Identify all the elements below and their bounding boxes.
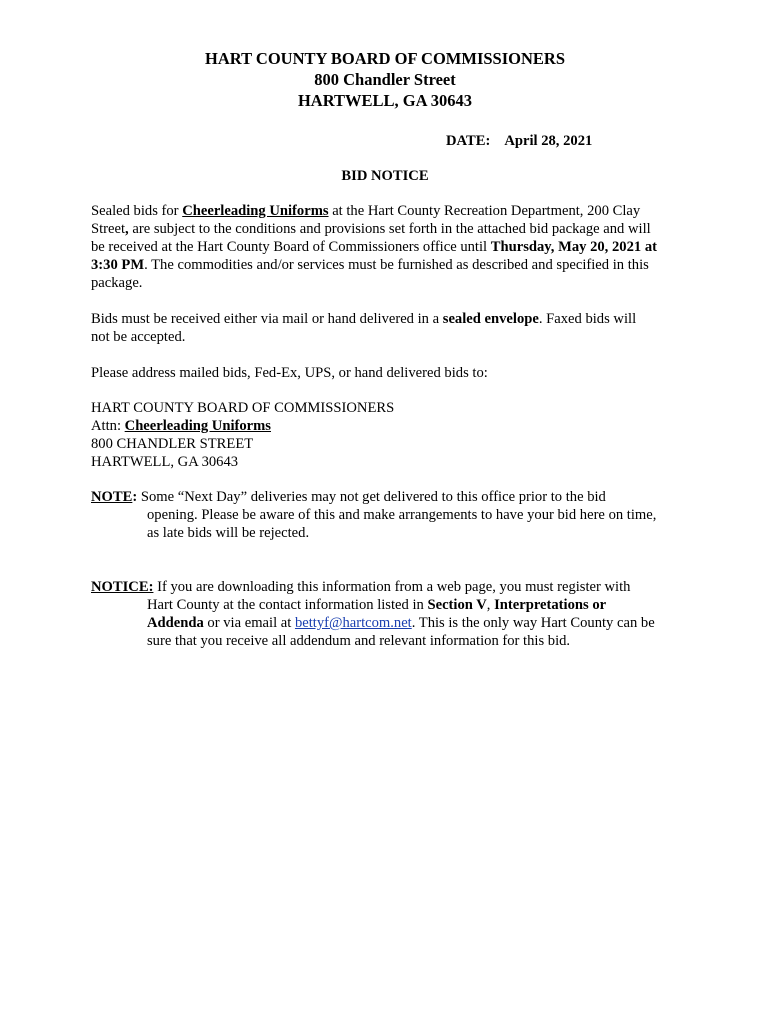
city-state-zip: HARTWELL, GA 30643 [297,91,473,110]
text-segment: Bids must be received either via mail or hand delivered in a [91,311,443,327]
section-title: Interpretations or [494,597,607,613]
sealed-envelope-text: sealed envelope [442,311,539,327]
text-segment: are subject to the conditions and provisions set forth in the attached bid package and will [128,221,651,237]
text-segment: as late bids will be rejected. [147,525,310,541]
text-segment: , [486,597,495,613]
date-label: DATE: [446,133,491,149]
text-segment: sure that you receive all addendum and relevant information for this bid. [147,633,571,649]
date-line [446,132,592,150]
letterhead [0,48,770,111]
text-segment: not be accepted. [91,329,186,345]
text-segment: opening. Please be aware of this and make arrangements to have your bid here on time, [147,507,657,523]
text-segment: at the Hart County Recreation Department, 200 Clay [328,203,641,219]
attention-line [91,417,691,435]
address-line: HARTWELL, GA 30643 [91,454,239,470]
document-title: BID NOTICE [341,168,429,184]
text-segment: or via email at [203,615,295,631]
section-title-cont: Addenda [147,615,204,631]
paragraph-delivery-method [91,310,691,346]
address-line: 800 CHANDLER STREET [91,436,254,452]
text-segment: package. [91,275,143,291]
organization-name: HART COUNTY BOARD OF COMMISSIONERS [204,49,565,68]
paragraph-address-intro: Please address mailed bids, Fed-Ex, UPS, or hand delivered bids to: [91,365,488,381]
registration-notice [91,578,691,650]
mailing-address [91,399,691,471]
text-segment: Some “Next Day” deliveries may not get delivered to this office prior to the bid [137,489,606,505]
attn-label: Attn: [91,418,125,434]
note-paragraph [91,488,691,542]
note-label: NOTE [91,489,133,505]
deadline-date: Thursday, May 20, 2021 at [490,239,657,255]
paragraph-bid-details [91,202,691,292]
bid-item-name: Cheerleading Uniforms [182,203,329,219]
text-segment: If you are downloading this information from a web page, you must register with [153,579,631,595]
text-segment: be received at the Hart County Board of Commissioners office until [91,239,491,255]
text-segment: : [132,489,138,505]
text-segment: . This is the only way Hart County can be [411,615,655,631]
notice-label: NOTICE: [91,579,154,595]
attn-value: Cheerleading Uniforms [124,418,271,434]
text-segment: Street [91,221,126,237]
deadline-time: 3:30 PM [91,257,145,273]
date-value: April 28, 2021 [504,133,593,149]
section-reference: Section V [427,597,487,613]
text-segment: . The commodities and/or services must be furnished as described and specified in this [144,257,649,273]
text-segment: Hart County at the contact information listed in [147,597,428,613]
address-line: HART COUNTY BOARD OF COMMISSIONERS [91,400,395,416]
text-segment: Sealed bids for [91,203,183,219]
street-address: 800 Chandler Street [314,70,456,89]
email-link[interactable]: bettyf@hartcom.net [294,615,412,631]
text-segment: , [125,221,129,237]
text-segment: . Faxed bids will [538,311,637,327]
